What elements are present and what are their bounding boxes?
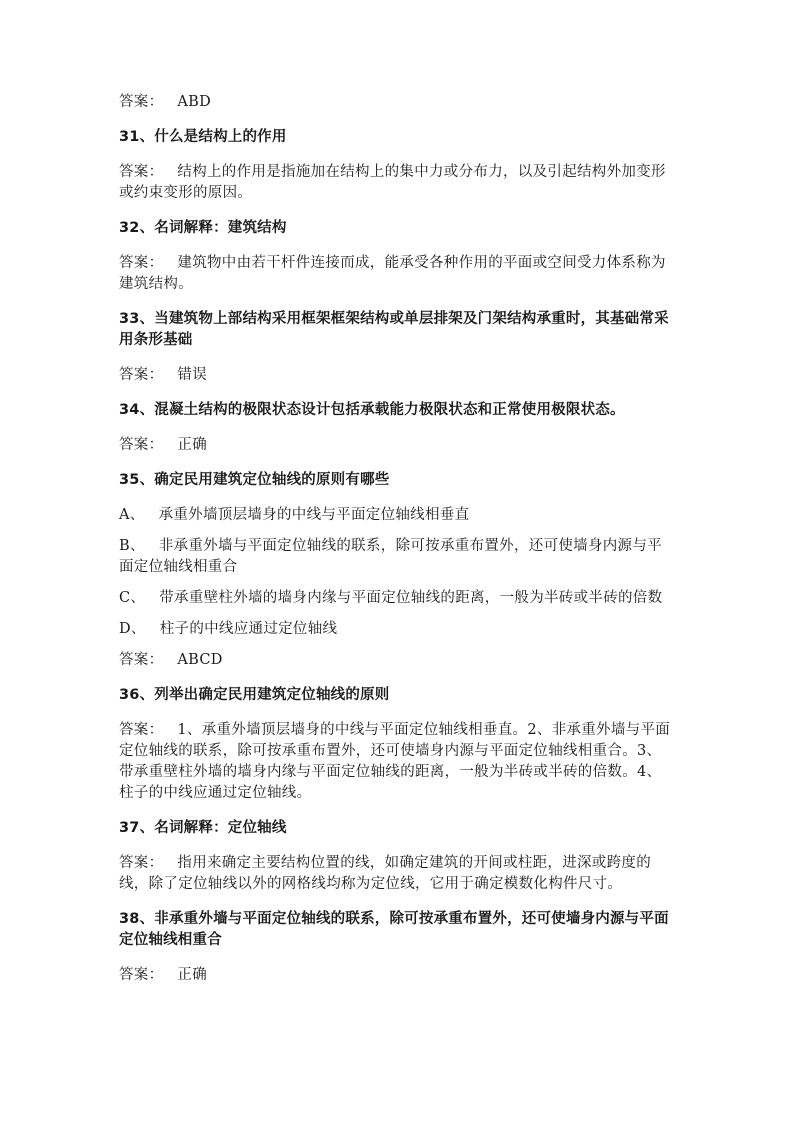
- question-title: 33、当建筑物上部结构采用框架框架结构或单层排架及门架结构承重时，其基础常采用条形基础: [119, 311, 669, 348]
- answer-line: [119, 162, 675, 204]
- question-37: [119, 818, 675, 895]
- question-title: 34、混凝土结构的极限状态设计包括承载能力极限状态和正常使用极限状态。: [119, 402, 625, 418]
- answer-line: [119, 253, 675, 295]
- option-text: 非承重外墙与平面定位轴线的联系，除可按承重布置外，还可使墙身内源与平面定位轴线相重合: [119, 538, 662, 575]
- answer-label: 答案：: [119, 652, 164, 668]
- option-b: [119, 536, 675, 578]
- option-key: C、: [119, 590, 146, 606]
- document-page: [119, 92, 675, 1000]
- answer-text: 1、承重外墙顶层墙身的中线与平面定位轴线相垂直。2、非承重外墙与平面定位轴线的联系，除可按承重布置外，还可使墙身内源与平面定位轴线相重合。3、带承重壁柱外墙的墙身内缘与平面定位轴线的距离，一般为半砖或半砖的倍数。4、柱子的中线应通过定位轴线。: [119, 722, 671, 801]
- option-text: 承重外墙顶层墙身的中线与平面定位轴线相垂直: [158, 507, 470, 523]
- answer-line: [119, 853, 675, 895]
- option-text: 带承重壁柱外墙的墙身内缘与平面定位轴线的距离，一般为半砖或半砖的倍数: [159, 590, 663, 606]
- answer-text: ABCD: [177, 652, 223, 668]
- answer-text: 错误: [177, 367, 208, 383]
- answer-label: 答案：: [119, 855, 164, 871]
- question-title: 35、确定民用建筑定位轴线的原则有哪些: [119, 472, 390, 488]
- answer-text: 建筑物中由若干杆件连接而成，能承受各种作用的平面或空间受力体系称为建筑结构。: [119, 255, 666, 292]
- question-35: [119, 470, 675, 671]
- answer-label: 答案：: [119, 437, 164, 453]
- question-32: [119, 218, 675, 295]
- answer-text: 正确: [177, 437, 208, 453]
- question-31: [119, 127, 675, 204]
- answer-text: 指用来确定主要结构位置的线，如确定建筑的开间或柱距，进深或跨度的线，除了定位轴线以外的网格线均称为定位线，它用于确定模数化构件尺寸。: [119, 855, 652, 892]
- answer-label: 答案：: [119, 255, 164, 271]
- answer-text: 结构上的作用是指施加在结构上的集中力或分布力，以及引起结构外加变形或约束变形的原因。: [119, 164, 666, 201]
- question-title: 32、名词解释：建筑结构: [119, 220, 287, 236]
- answer-label: 答案：: [119, 722, 164, 738]
- answer-line: [119, 720, 675, 804]
- answer-text: ABD: [177, 94, 212, 110]
- question-title: 31、什么是结构上的作用: [119, 129, 287, 145]
- answer-label: 答案：: [119, 967, 164, 983]
- question-title: 37、名词解释：定位轴线: [119, 820, 287, 836]
- answer-line: [119, 965, 675, 986]
- option-c: [119, 588, 675, 609]
- answer-line-prev: [119, 92, 675, 113]
- option-key: A、: [119, 507, 145, 523]
- answer-label: 答案：: [119, 94, 164, 110]
- answer-line: [119, 365, 675, 386]
- question-38: [119, 909, 675, 986]
- question-title: 38、非承重外墙与平面定位轴线的联系，除可按承重布置外，还可使墙身内源与平面定位轴线相重合: [119, 911, 669, 948]
- question-33: [119, 309, 675, 386]
- answer-label: 答案：: [119, 164, 164, 180]
- option-key: B、: [119, 538, 145, 554]
- option-d: [119, 619, 675, 640]
- answer-text: 正确: [177, 967, 208, 983]
- question-36: [119, 685, 675, 804]
- answer-label: 答案：: [119, 367, 164, 383]
- option-text: 柱子的中线应通过定位轴线: [159, 621, 338, 637]
- answer-line: [119, 435, 675, 456]
- question-34: [119, 400, 675, 456]
- question-title: 36、列举出确定民用建筑定位轴线的原则: [119, 687, 390, 703]
- answer-line: [119, 650, 675, 671]
- option-key: D、: [119, 621, 146, 637]
- option-a: [119, 505, 675, 526]
